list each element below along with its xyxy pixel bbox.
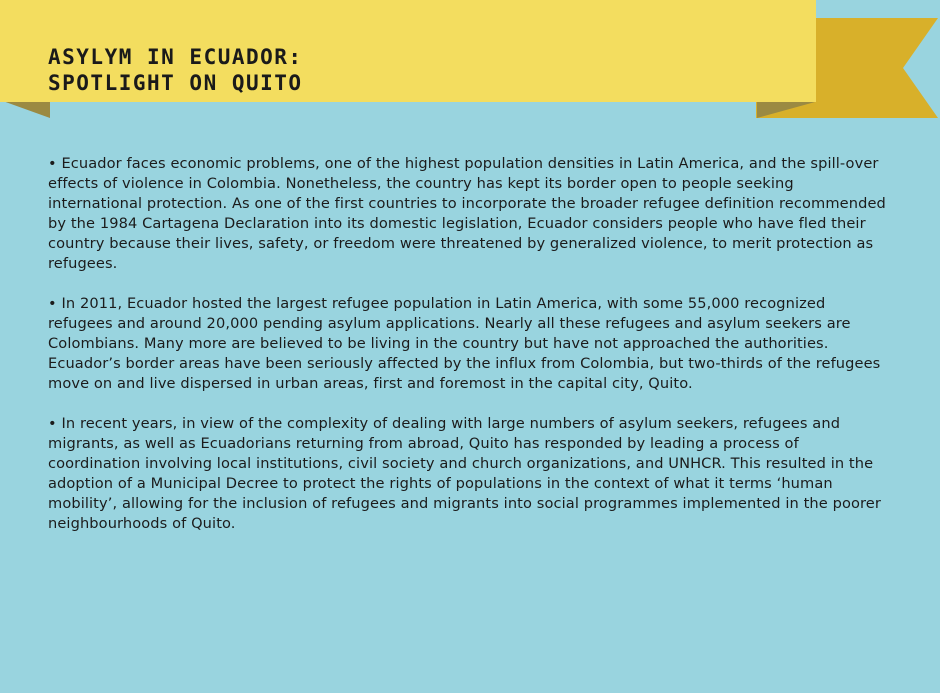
title-line-2: SPOTLIGHT ON QUITO	[48, 71, 303, 95]
bullet-paragraph-ecuador-overview: • Ecuador faces economic problems, one of the highest population densities in Latin America, and the spill-over effects of violence in Colombia. Nonetheless, the country has kept its border open to people seeking international protection. As one of the first countries to incorporate the broader refugee definition recommended by the 1984 Cartagena Declaration into its domestic legislation, Ecuador considers people who have fled their country because their lives, safety, or freedom were threatened by generalized violence, to merit protection as refugees.	[48, 155, 886, 272]
page-title	[48, 44, 303, 96]
body-content	[48, 154, 888, 554]
bullet-paragraph-quito-response: • In recent years, in view of the complexity of dealing with large numbers of asylum seekers, refugees and migrants, as well as Ecuadorians returning from abroad, Quito has responded by leading a process of coordination involving local institutions, civil society and church organizations, and UNHCR. This resulted in the adoption of a Municipal Decree to protect the rights of populations in the context of what it terms ‘human mobility’, allowing for the inclusion of refugees and migrants into social programmes implemented in the poorer neighbourhoods of Quito.	[48, 415, 881, 532]
title-line-1: ASYLYM IN ECUADOR:	[48, 45, 303, 69]
ribbon-fold-left	[0, 100, 50, 118]
bullet-paragraph-refugee-population: • In 2011, Ecuador hosted the largest refugee population in Latin America, with some 55,000 recognized refugees and around 20,000 pending asylum applications. Nearly all these refugees and asylum seekers are Colombians. Many more are believed to be living in the country but have not approached the authorities. Ecuador’s border areas have been seriously affected by the influx from Colombia, but two-thirds of the refugees move on and live dispersed in urban areas, first and foremost in the capital city, Quito.	[48, 295, 881, 392]
